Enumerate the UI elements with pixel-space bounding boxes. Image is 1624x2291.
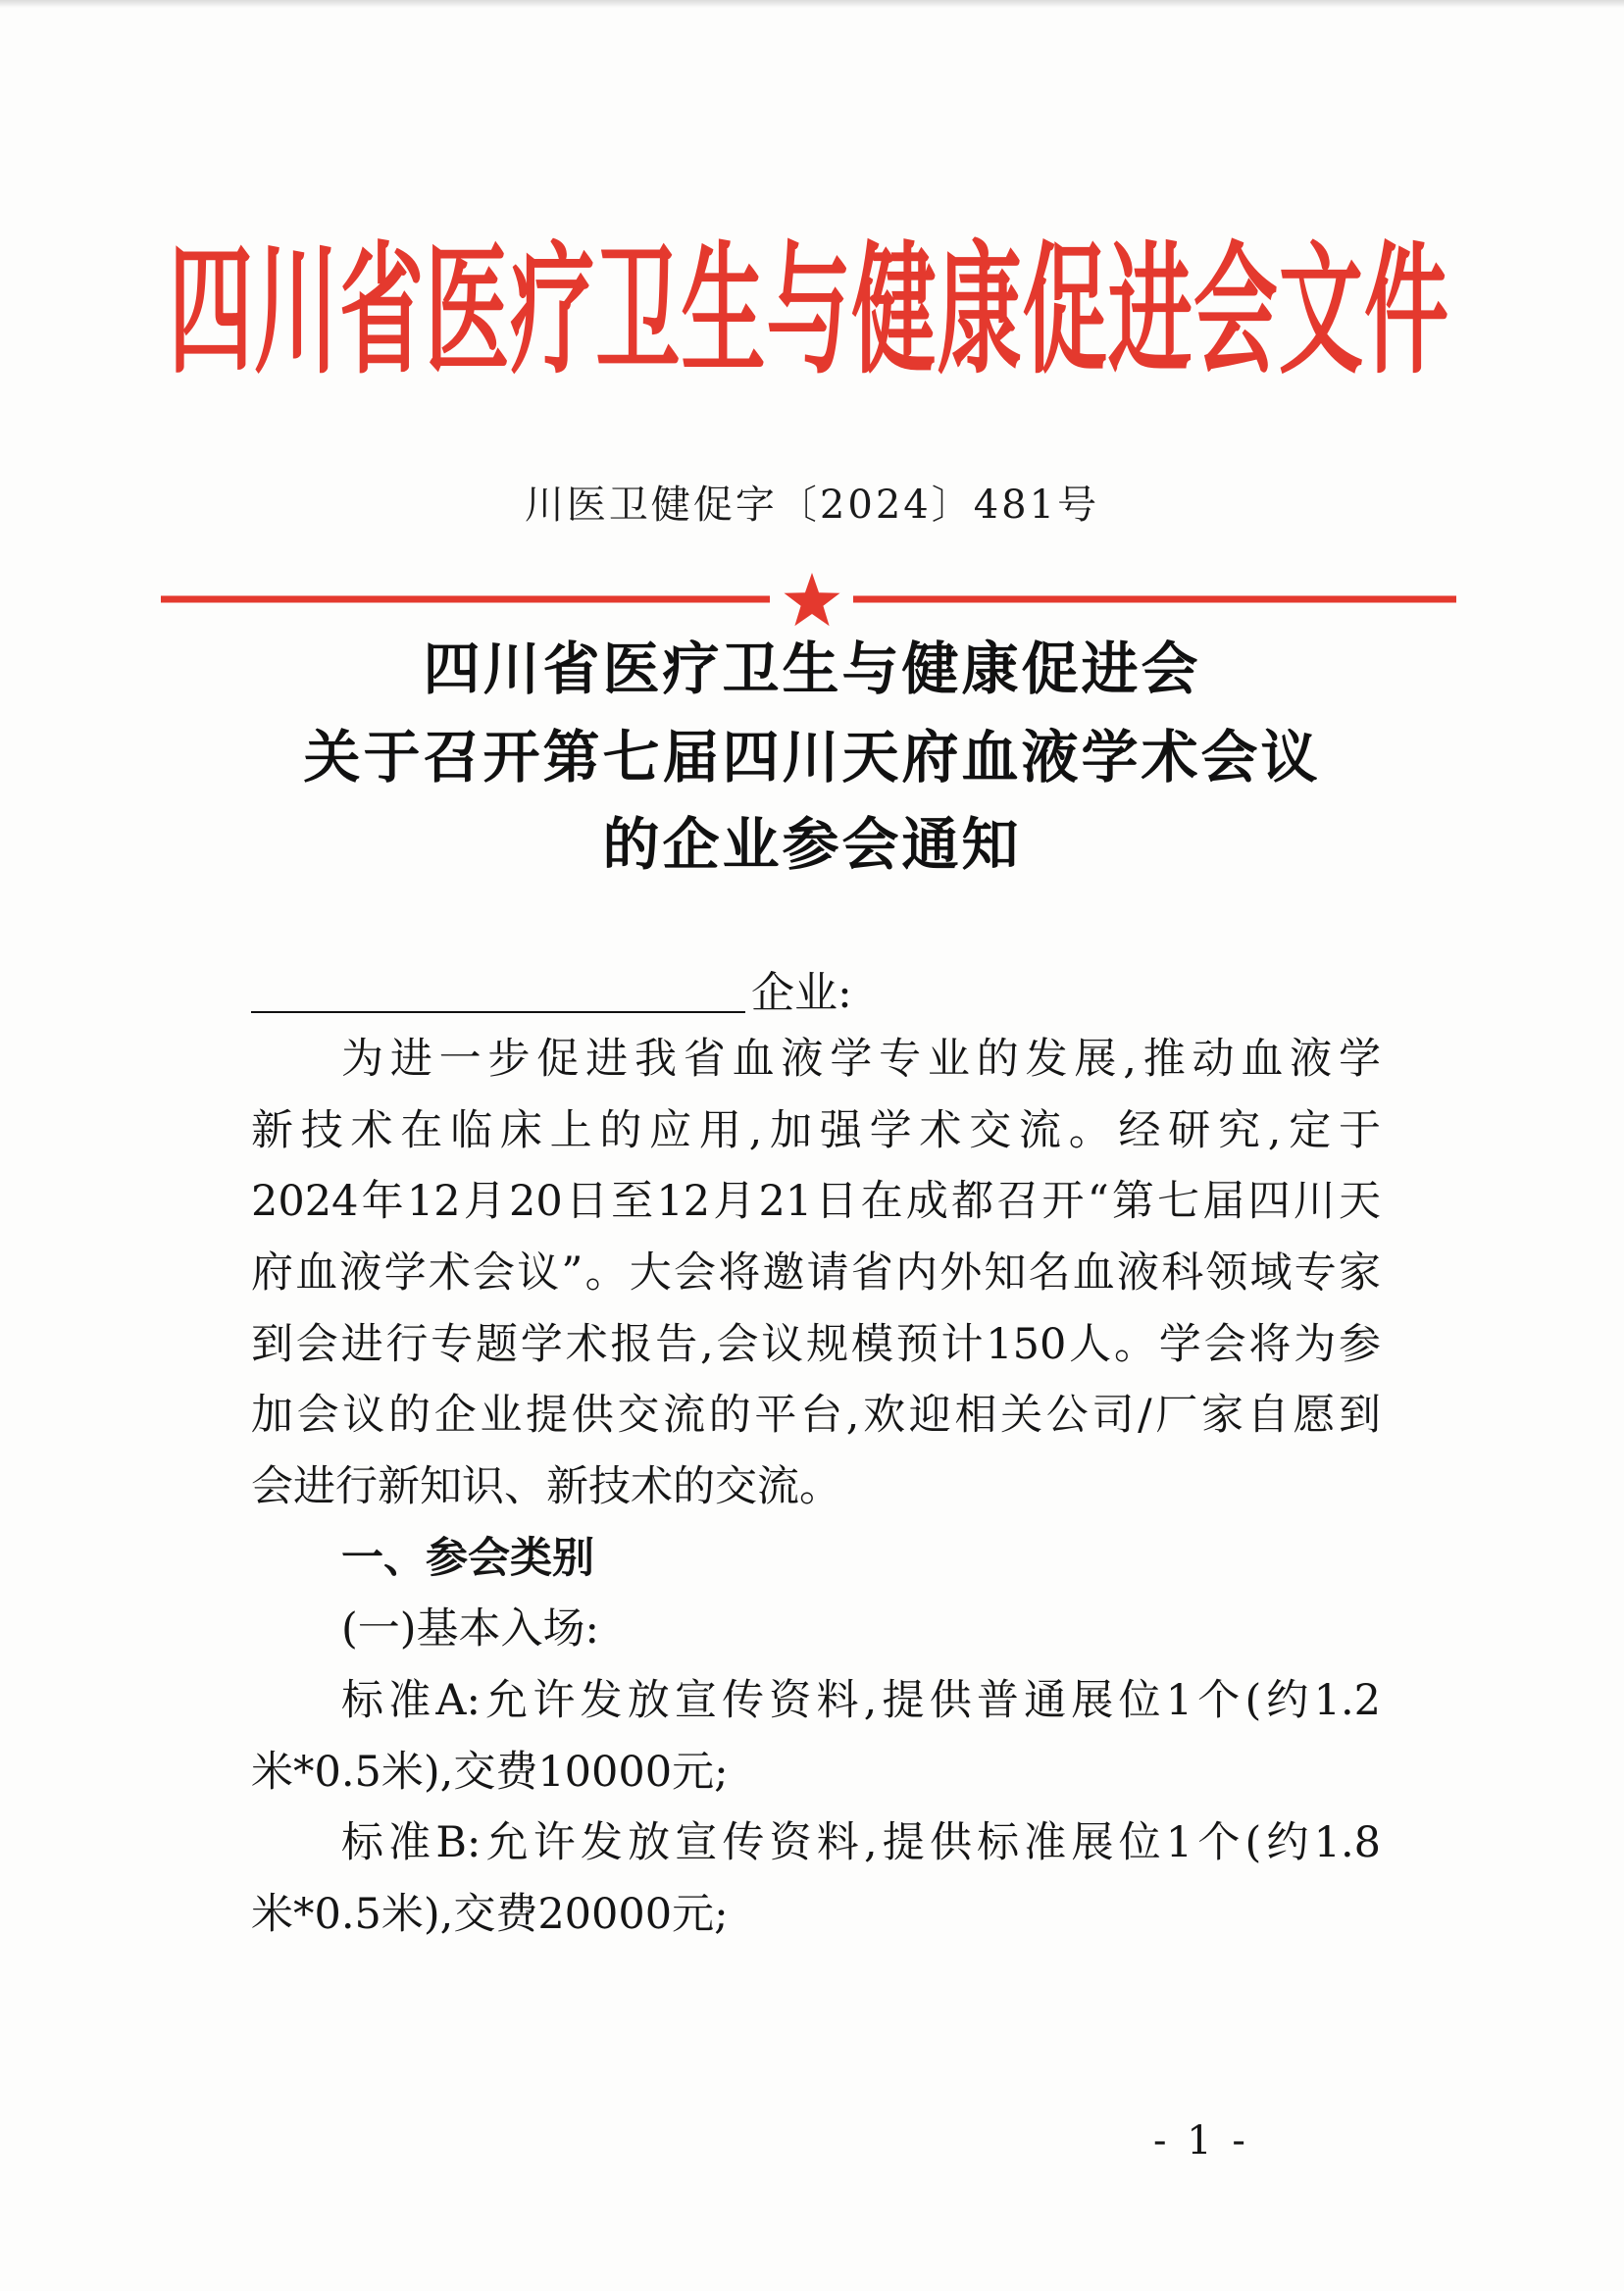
section-heading: 一、参会类别 xyxy=(341,1533,594,1583)
addressee-blank-line xyxy=(251,1011,745,1013)
body-line: 加会议的企业提供交流的平台,欢迎相关公司/厂家自愿到 xyxy=(251,1391,1381,1441)
body-line: 府血液学术会议”。大会将邀请省内外知名血液科领域专家 xyxy=(251,1248,1381,1298)
standard-a-line: 标准A:允许发放宣传资料,提供普通展位1个(约1.2 xyxy=(341,1676,1381,1726)
body-line: 新技术在临床上的应用,加强学术交流。经研究,定于 xyxy=(251,1105,1381,1155)
page-number: - 1 - xyxy=(1153,2118,1249,2164)
document-number: 川医卫健促字〔2024〕481号 xyxy=(524,483,1100,528)
notice-title-line: 关于召开第七届四川天府血液学术会议 xyxy=(303,723,1321,790)
body-line: 到会进行专题学术报告,会议规模预计150人。学会将为参 xyxy=(251,1319,1381,1369)
standard-b-line: 米*0.5米),交费20000元; xyxy=(251,1890,729,1940)
subsection-heading: (一)基本入场: xyxy=(341,1604,600,1655)
notice-title xyxy=(0,626,1624,890)
standard-b-line: 标准B:允许发放宣传资料,提供标准展位1个(约1.8 xyxy=(341,1818,1381,1868)
red-divider-with-star xyxy=(0,569,1624,634)
notice-body xyxy=(251,1024,1381,1951)
star-icon xyxy=(784,573,839,626)
notice-title-line: 四川省医疗卫生与健康促进会 xyxy=(423,636,1201,702)
body-line: 2024年12月20日至12月21日在成都召开“第七届四川天 xyxy=(251,1177,1381,1227)
addressee-suffix: 企业: xyxy=(751,968,852,1018)
standard-a-line: 米*0.5米),交费10000元; xyxy=(251,1747,729,1797)
body-line: 为进一步促进我省血液学专业的发展,推动血液学 xyxy=(341,1035,1381,1084)
issuer-header-title: 四川省医疗卫生与健康促进会文件 xyxy=(169,228,1448,394)
scan-edge-shadow xyxy=(0,0,1624,8)
notice-title-line: 的企业参会通知 xyxy=(602,811,1022,878)
body-line: 会进行新知识、新技术的交流。 xyxy=(251,1462,841,1512)
